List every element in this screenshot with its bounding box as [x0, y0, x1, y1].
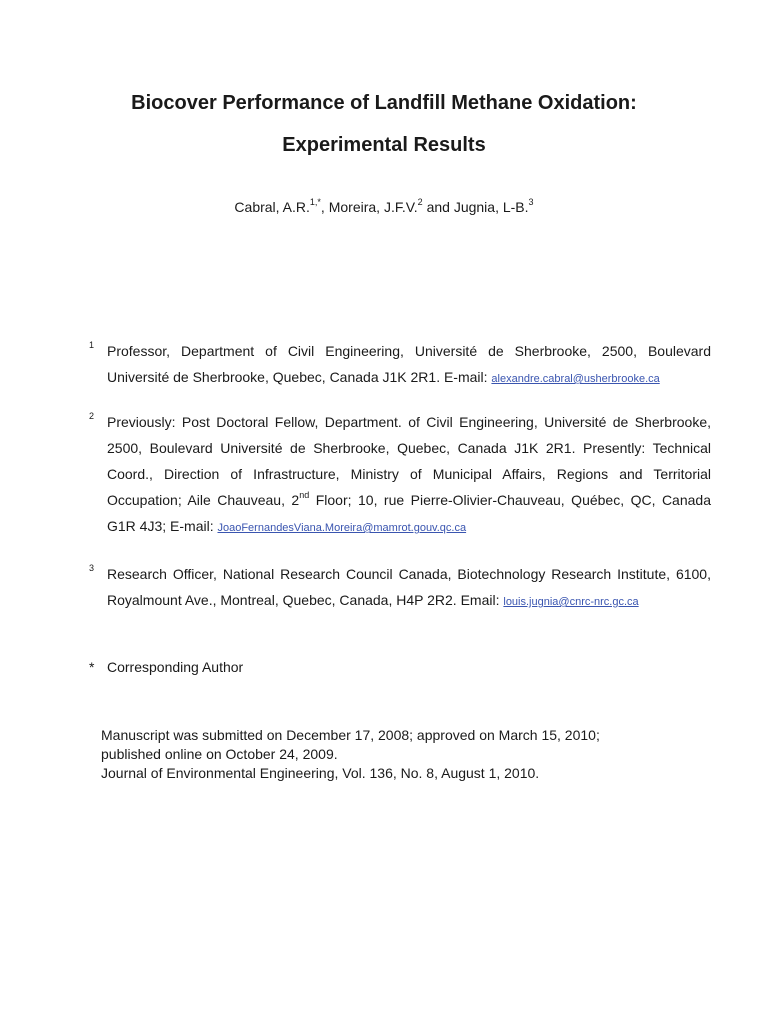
affiliation-2 — [89, 409, 711, 541]
affiliation-number: 2 — [89, 411, 95, 421]
author-affiliation-marker: 1,* — [309, 197, 321, 208]
author-name: Jugnia, L-B. — [453, 199, 529, 215]
affiliation-3 — [89, 561, 711, 615]
title-line-1: Biocover Performance of Landfill Methane Oxidation: — [131, 92, 637, 114]
author-name: Moreira, J.F.V. — [328, 199, 418, 215]
ordinal-suffix: nd — [299, 490, 310, 501]
corresponding-author-marker: * — [89, 659, 95, 675]
email-link[interactable]: JoaoFernandesViana.Moreira@mamrot.gouv.qc.ca — [217, 522, 467, 534]
affiliation-text: Research Officer, National Research Council Canada, Biotechnology Research Institute, 6100, Royalmount Ave., Montreal, Quebec, Canada, H4P 2R2. Email: — [107, 566, 711, 608]
author-separator: , — [320, 199, 329, 215]
affiliation-1 — [89, 338, 711, 392]
email-link[interactable]: alexandre.cabral@usherbrooke.ca — [491, 373, 660, 385]
author-separator: and — [422, 199, 454, 215]
publication-note-line: Manuscript was submitted on December 17, 2008; approved on March 15, 2010; — [101, 727, 600, 743]
publication-note-line: Journal of Environmental Engineering, Vol. 136, No. 8, August 1, 2010. — [101, 765, 540, 781]
email-link[interactable]: louis.jugnia@cnrc-nrc.gc.ca — [503, 596, 639, 608]
author-name: Cabral, A.R. — [234, 199, 310, 215]
author-list — [0, 199, 768, 215]
title-line-2: Experimental Results — [282, 134, 486, 156]
publication-note-line: published online on October 24, 2009. — [101, 746, 338, 762]
corresponding-author-note — [89, 654, 711, 680]
affiliation-text: Professor, Department of Civil Engineering, Université de Sherbrooke, 2500, Boulevard Université de Sherbrooke, Quebec, Canada J1K 2R1. E-mail: — [107, 343, 711, 385]
affiliation-number: 1 — [89, 340, 95, 350]
affiliation-text: Floor; 10, rue Pierre-Olivier-Chauveau, Québec, QC, Canada G1R 4J3; E-mail: — [107, 492, 711, 534]
author-affiliation-marker: 2 — [417, 197, 423, 208]
publication-note — [101, 726, 701, 783]
author-affiliation-marker: 3 — [528, 197, 534, 208]
affiliation-text: Previously: Post Doctoral Fellow, Department. of Civil Engineering, Université de Sherbrooke, 2500, Boulevard Université de Sherbrooke, Quebec, Canada J1K 2R1. Presently: Technical Coord., Direction of Infrastructure, Ministry of Municipal Affairs, Regions and Territorial Occupation; Aile Chauveau, 2 — [107, 414, 711, 508]
corresponding-author-text: Corresponding Author — [107, 659, 244, 675]
affiliation-number: 3 — [89, 563, 95, 573]
